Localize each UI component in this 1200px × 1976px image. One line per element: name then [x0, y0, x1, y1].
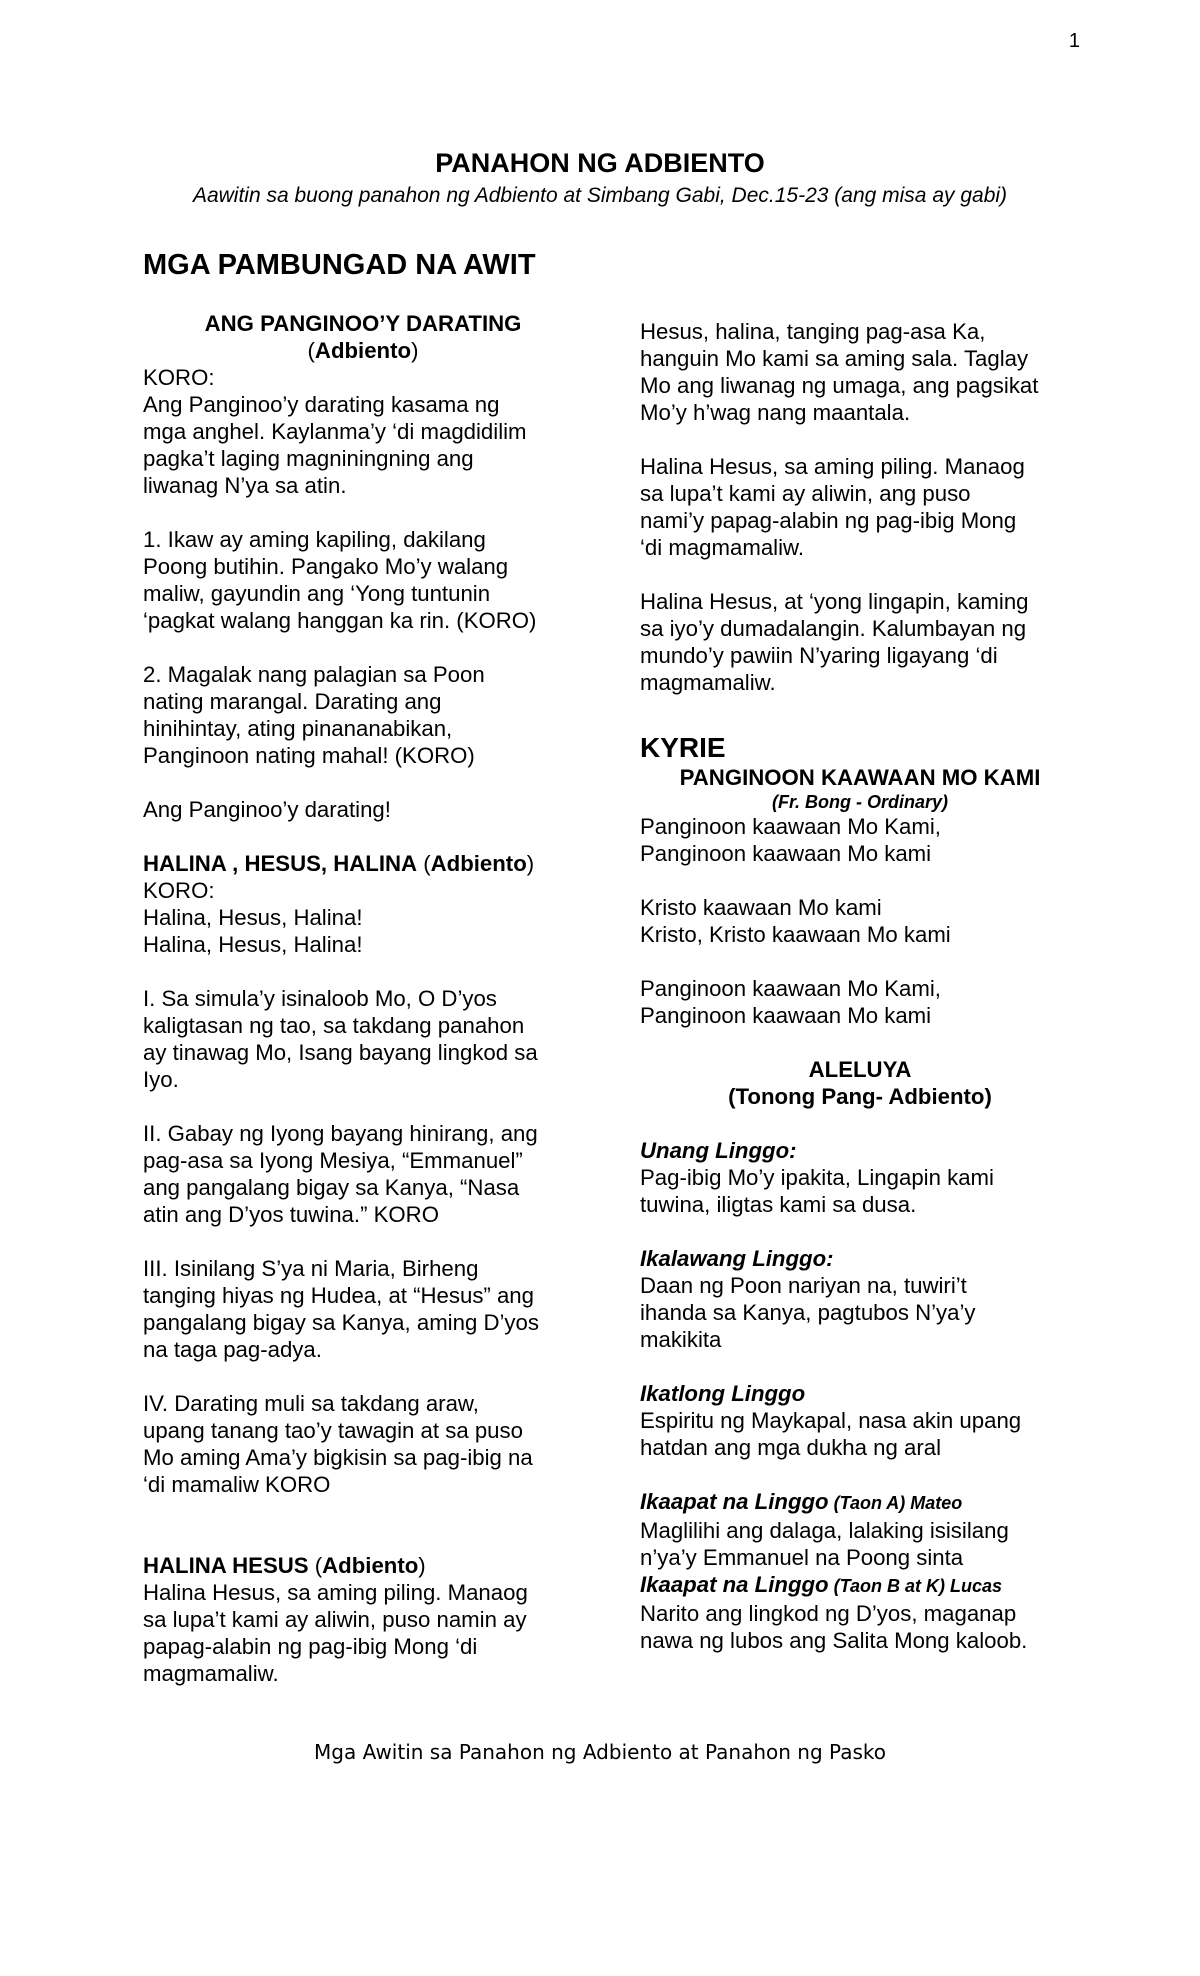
verse-line: Halina Hesus, at ‘yong lingapin, kaming [640, 589, 1029, 614]
paren-close: ) [411, 338, 419, 363]
kyrie-title: PANGINOON KAAWAAN MO KAMI [679, 765, 1041, 790]
song-title: HALINA HESUS [143, 1553, 309, 1578]
verse-line: III. Isinilang S’ya ni Maria, Birheng [143, 1256, 479, 1281]
paren-open: ( [308, 1553, 323, 1578]
verse-line: hatdan ang mga dukha ng aral [640, 1435, 941, 1460]
verse-line: Daan ng Poon nariyan na, tuwiri’t [640, 1273, 967, 1298]
verse-line: magmamaliw. [640, 670, 776, 695]
song-title-line [143, 850, 583, 877]
song-ending: Ang Panginoo’y darating! [143, 797, 391, 822]
paren-close: ) [418, 1553, 426, 1578]
verse-line: ‘di mamaliw KORO [143, 1472, 331, 1497]
kyrie-credit: (Fr. Bong - Ordinary) [771, 792, 948, 812]
song-subtitle-bold: Adbiento [322, 1553, 419, 1578]
verse-line: atin ang D’yos tuwina.” KORO [143, 1202, 439, 1227]
verse [143, 985, 583, 1093]
verse-label: Ikaapat na Linggo [640, 1489, 829, 1514]
verse-line: I. Sa simula’y isinaloob Mo, O D’yos [143, 986, 497, 1011]
verse-line: upang tanang tao’y tawagin at sa puso [143, 1418, 523, 1443]
verse-line: pangalang bigay sa Kanya, aming D’yos [143, 1310, 539, 1335]
verse-label: Ikalawang Linggo: [640, 1246, 834, 1271]
song-subtitle [143, 337, 583, 364]
song-title-line [143, 310, 583, 364]
verse [640, 813, 1080, 867]
song-halina-hesus [143, 1552, 583, 1687]
verse-label: Ikatlong Linggo [640, 1381, 806, 1406]
verse-line: sa lupa’t kami ay aliwin, puso namin ay [143, 1607, 527, 1632]
verse-line: hanguin Mo kami sa aming sala. Taglay [640, 346, 1029, 371]
aleluya-ikatlong-linggo [640, 1380, 1080, 1461]
verse-line: Panginoon kaawaan Mo kami [640, 1003, 932, 1028]
song-title-line [143, 1552, 583, 1579]
verse [640, 588, 1080, 696]
koro-line: Halina, Hesus, Halina! [143, 905, 363, 930]
aleluya-unang-linggo [640, 1137, 1080, 1218]
verse-label-note: (Taon B at K) Lucas [828, 1576, 1002, 1596]
verse-line: 1. Ikaw ay aming kapiling, dakilang [143, 527, 486, 552]
verse [143, 1390, 583, 1498]
verse-line: magmamaliw. [143, 1661, 279, 1686]
verse-line: ang pangalang bigay sa Kanya, “Nasa [143, 1175, 520, 1200]
verse-line: nami’y papag-alabin ng pag-ibig Mong [640, 508, 1017, 533]
verse-line: mundo’y pawiin N’yaring ligayang ‘di [640, 643, 998, 668]
verse-line: Iyo. [143, 1067, 179, 1092]
verse-line: 2. Magalak nang palagian sa Poon [143, 662, 485, 687]
koro-label: KORO: [143, 365, 215, 390]
verse-line: na taga pag-adya. [143, 1337, 322, 1362]
left-column [143, 310, 583, 1714]
verse-line: ‘pagkat walang hanggan ka rin. (KORO) [143, 608, 537, 633]
koro-line: Ang Panginoo’y darating kasama ng [143, 392, 500, 417]
verse-line: Halina Hesus, sa aming piling. Manaog [640, 454, 1025, 479]
verse [640, 975, 1080, 1029]
verse-line: hinihintay, ating pinananabikan, [143, 716, 453, 741]
aleluya-ikalawang-linggo [640, 1245, 1080, 1353]
verse-line: Kristo, Kristo kaawaan Mo kami [640, 922, 951, 947]
section-heading: MGA PAMBUNGAD NA AWIT [143, 249, 536, 281]
page-number: 1 [1068, 30, 1080, 52]
verse-line: makikita [640, 1327, 722, 1352]
verse-line: Kristo kaawaan Mo kami [640, 895, 882, 920]
verse-line: Mo’y h’wag nang maantala. [640, 400, 911, 425]
verse-label-line [640, 1488, 1080, 1517]
verse [640, 318, 1080, 426]
verse-line: Panginoon nating mahal! (KORO) [143, 743, 475, 768]
song-title: HALINA , HESUS, HALINA [143, 851, 418, 876]
aleluya-heading [640, 1056, 1080, 1110]
koro-line: pagka’t laging magniningning ang [143, 446, 474, 471]
verse [143, 526, 583, 634]
verse [143, 1120, 583, 1228]
verse [640, 453, 1080, 561]
verse-line: ‘di magmamaliw. [640, 535, 804, 560]
verse-label-line [640, 1571, 1080, 1600]
verse-line: Panginoon kaawaan Mo Kami, [640, 814, 941, 839]
verse-line: Maglilihi ang dalaga, lalaking isisilang [640, 1518, 1009, 1543]
verse-line: pag-asa sa Iyong Mesiya, “Emmanuel” [143, 1148, 523, 1173]
verse-line: Hesus, halina, tanging pag-asa Ka, [640, 319, 986, 344]
kyrie-section [640, 732, 1080, 813]
aleluya-title: ALELUYA [808, 1057, 912, 1082]
verse-line: n’ya’y Emmanuel na Poong sinta [640, 1545, 964, 1570]
paren-open: ( [417, 851, 431, 876]
verse-line: kaligtasan ng tao, sa takdang panahon [143, 1013, 525, 1038]
koro-line: mga anghel. Kaylanma’y ‘di magdidilim [143, 419, 527, 444]
verse-line: Pag-ibig Mo’y ipakita, Lingapin kami [640, 1165, 994, 1190]
paren-open: ( [307, 338, 315, 363]
verse-line: ay tinawag Mo, Isang bayang lingkod sa [143, 1040, 538, 1065]
verse-line: Poong butihin. Pangako Mo’y walang [143, 554, 509, 579]
verse-label-note: (Taon A) Mateo [828, 1493, 963, 1513]
verse-line: nawa ng lubos ang Salita Mong kaloob. [640, 1628, 1028, 1653]
page-footer: Mga Awitin sa Panahon ng Adbiento at Panahon ng Pasko [314, 1740, 886, 1764]
verse-label: Ikaapat na Linggo [640, 1572, 829, 1597]
verse-line: Panginoon kaawaan Mo Kami, [640, 976, 941, 1001]
paren-close: ) [526, 851, 535, 876]
verse-line: Panginoon kaawaan Mo kami [640, 841, 932, 866]
verse-line: Halina Hesus, sa aming piling. Manaog [143, 1580, 528, 1605]
verse [143, 661, 583, 769]
verse-label: Unang Linggo: [640, 1138, 797, 1163]
song-ang-panginooy-darating [143, 310, 583, 499]
right-column [640, 318, 1080, 1654]
kyrie-heading: KYRIE [640, 732, 726, 763]
song-title: ANG PANGINOO’Y DARATING [204, 311, 522, 336]
verse-line: sa lupa’t kami ay aliwin, ang puso [640, 481, 971, 506]
verse-line: ihanda sa Kanya, pagtubos N’ya’y [640, 1300, 976, 1325]
verse-line: sa iyo’y dumadalangin. Kalumbayan ng [640, 616, 1027, 641]
koro-line: Halina, Hesus, Halina! [143, 932, 363, 957]
verse [640, 894, 1080, 948]
aleluya-subtitle: (Tonong Pang- Adbiento) [728, 1084, 992, 1109]
song-subtitle-bold: Adbiento [314, 338, 412, 363]
koro-label: KORO: [143, 878, 215, 903]
verse-line: tanging hiyas ng Hudea, at “Hesus” ang [143, 1283, 534, 1308]
verse-line: Espiritu ng Maykapal, nasa akin upang [640, 1408, 1022, 1433]
song-subtitle-bold: Adbiento [430, 851, 527, 876]
aleluya-ikaapat-linggo-bk [640, 1571, 1080, 1654]
verse-line: Mo aming Ama’y bigkisin sa pag-ibig na [143, 1445, 533, 1470]
verse [143, 1255, 583, 1363]
verse-line: IV. Darating muli sa takdang araw, [143, 1391, 479, 1416]
verse-line: maliw, gayundin ang ‘Yong tuntunin [143, 581, 491, 606]
verse-line: nating marangal. Darating ang [143, 689, 442, 714]
verse-line: II. Gabay ng Iyong bayang hinirang, ang [143, 1121, 538, 1146]
verse-line: Mo ang liwanag ng umaga, ang pagsikat [640, 373, 1039, 398]
koro-line: liwanag N’ya sa atin. [143, 473, 347, 498]
page-title: PANAHON NG ADBIENTO [435, 148, 765, 178]
page-subtitle: Aawitin sa buong panahon ng Adbiento at Simbang Gabi, Dec.15-23 (ang misa ay gabi) [192, 184, 1008, 207]
aleluya-ikaapat-linggo-a [640, 1488, 1080, 1571]
verse-line: Narito ang lingkod ng D’yos, maganap [640, 1601, 1017, 1626]
verse-line: papag-alabin ng pag-ibig Mong ‘di [143, 1634, 478, 1659]
verse-line: tuwina, iligtas kami sa dusa. [640, 1192, 917, 1217]
song-halina-hesus-halina [143, 850, 583, 958]
